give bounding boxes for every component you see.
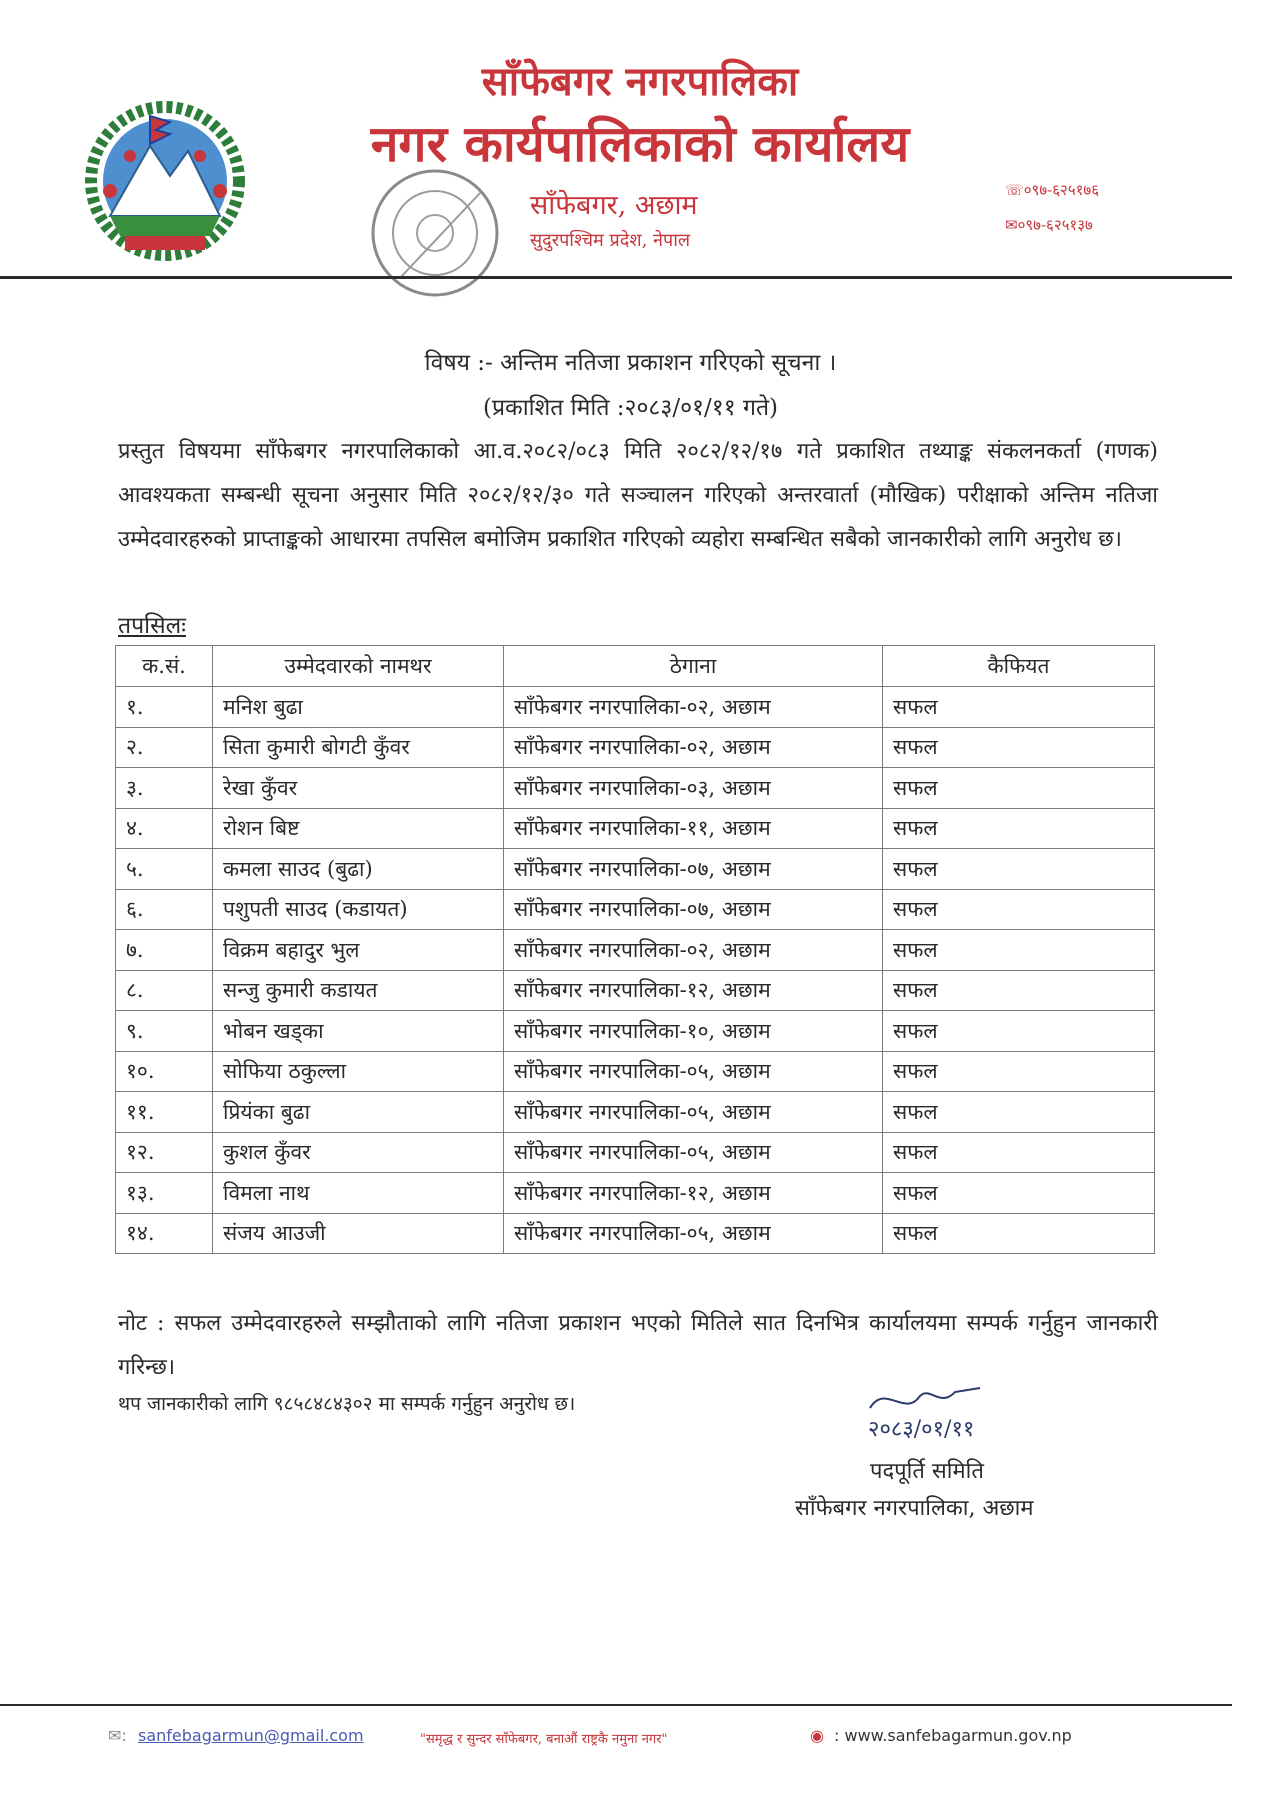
cell-address: साँफेबगर नगरपालिका-०२, अछाम bbox=[504, 930, 883, 971]
web-icon: ◉ bbox=[810, 1726, 824, 1745]
cell-remarks: सफल bbox=[883, 1132, 1155, 1173]
cell-address: साँफेबगर नगरपालिका-११, अछाम bbox=[504, 808, 883, 849]
cell-address: साँफेबगर नगरपालिका-०५, अछाम bbox=[504, 1092, 883, 1133]
cell-sn: ३. bbox=[116, 768, 213, 809]
results-table bbox=[115, 645, 1155, 1254]
cell-name: पशुपती साउद (कडायत) bbox=[213, 889, 504, 930]
cell-name: रोशन बिष्ट bbox=[213, 808, 504, 849]
office-province: सुदुरपश्चिम प्रदेश, नेपाल bbox=[530, 230, 691, 251]
cell-sn: २. bbox=[116, 727, 213, 768]
cell-address: साँफेबगर नगरपालिका-०२, अछाम bbox=[504, 727, 883, 768]
office-location: साँफेबगर, अछाम bbox=[530, 190, 698, 221]
publish-date: (प्रकाशित मिति :२०८३/०१/११ गते) bbox=[482, 395, 779, 421]
cell-sn: १०. bbox=[116, 1051, 213, 1092]
header-address: ठेगाना bbox=[504, 646, 883, 687]
cell-name: सन्जु कुमारी कडायत bbox=[213, 970, 504, 1011]
footer-slogan: "समृद्ध र सुन्दर साँफेबगर, बनाऔं राष्ट्रकै नमुना नगर" bbox=[420, 1732, 668, 1747]
cell-remarks: सफल bbox=[883, 808, 1155, 849]
cell-remarks: सफल bbox=[883, 687, 1155, 728]
cell-name: सिता कुमारी बोगटी कुँवर bbox=[213, 727, 504, 768]
cell-remarks: सफल bbox=[883, 1092, 1155, 1133]
cell-remarks: सफल bbox=[883, 1173, 1155, 1214]
phone-number-1: ☏०९७-६२५१७६ bbox=[1005, 181, 1100, 199]
signature-date: २०८३/०१/११ bbox=[868, 1417, 975, 1442]
cell-name: रेखा कुँवर bbox=[213, 768, 504, 809]
org-name-line1: साँफेबगर नगरपालिका bbox=[481, 58, 799, 105]
cell-remarks: सफल bbox=[883, 768, 1155, 809]
cell-address: साँफेबगर नगरपालिका-०५, अछाम bbox=[504, 1051, 883, 1092]
table-row bbox=[116, 727, 1155, 768]
header-sn: क.सं. bbox=[116, 646, 213, 687]
table-row bbox=[116, 768, 1155, 809]
notice-subject: विषय :- अन्तिम नतिजा प्रकाशन गरिएको सूचना । bbox=[424, 350, 837, 376]
cell-sn: १. bbox=[116, 687, 213, 728]
header-remarks: कैफियत bbox=[883, 646, 1155, 687]
mail-icon: ✉: bbox=[108, 1726, 127, 1745]
cell-name: कमला साउद (बुढा) bbox=[213, 849, 504, 890]
table-row bbox=[116, 687, 1155, 728]
note-text: नोट : सफल उम्मेदवारहरुले सम्झौताको लागि नतिजा प्रकाशन भएको मितिले सात दिनभित्र कार्यालयमा सम्पर्क गर्नुहुन जानकारी गरिन्छ। bbox=[118, 1311, 1158, 1380]
cell-address: साँफेबगर नगरपालिका-१२, अछाम bbox=[504, 1173, 883, 1214]
cell-name: विमला नाथ bbox=[213, 1173, 504, 1214]
cell-sn: ४. bbox=[116, 808, 213, 849]
cell-address: साँफेबगर नगरपालिका-०५, अछाम bbox=[504, 1213, 883, 1254]
signature-icon bbox=[860, 1378, 990, 1448]
cell-sn: ९. bbox=[116, 1011, 213, 1052]
table-row bbox=[116, 849, 1155, 890]
cell-remarks: सफल bbox=[883, 1051, 1155, 1092]
table-row bbox=[116, 1132, 1155, 1173]
signatory-committee: पदपूर्ति समिति bbox=[870, 1459, 984, 1484]
table-row bbox=[116, 808, 1155, 849]
detail-label: तपसिलः bbox=[118, 613, 186, 639]
cell-remarks: सफल bbox=[883, 849, 1155, 890]
signatory-org: साँफेबगर नगरपालिका, अछाम bbox=[795, 1496, 1034, 1521]
cell-sn: ८. bbox=[116, 970, 213, 1011]
cell-remarks: सफल bbox=[883, 727, 1155, 768]
cell-sn: १४. bbox=[116, 1213, 213, 1254]
cell-remarks: सफल bbox=[883, 1011, 1155, 1052]
table-row bbox=[116, 1011, 1155, 1052]
footer-website-link[interactable]: : www.sanfebagarmun.gov.np bbox=[834, 1726, 1072, 1745]
cell-address: साँफेबगर नगरपालिका-१०, अछाम bbox=[504, 1011, 883, 1052]
cell-sn: १३. bbox=[116, 1173, 213, 1214]
cell-remarks: सफल bbox=[883, 930, 1155, 971]
cell-name: प्रियंका बुढा bbox=[213, 1092, 504, 1133]
cell-name: संजय आउजी bbox=[213, 1213, 504, 1254]
table-row bbox=[116, 1173, 1155, 1214]
table-row bbox=[116, 889, 1155, 930]
cell-address: साँफेबगर नगरपालिका-०२, अछाम bbox=[504, 687, 883, 728]
more-info-text: थप जानकारीको लागि ९८५८४८४३०२ मा सम्पर्क गर्नुहुन अनुरोध छ। bbox=[118, 1393, 576, 1415]
cell-name: सोफिया ठकुल्ला bbox=[213, 1051, 504, 1092]
cell-sn: ११. bbox=[116, 1092, 213, 1133]
nepal-emblem-icon bbox=[70, 96, 260, 266]
cell-name: भोबन खड्का bbox=[213, 1011, 504, 1052]
cell-address: साँफेबगर नगरपालिका-०७, अछाम bbox=[504, 889, 883, 930]
header-divider bbox=[0, 276, 1232, 279]
table-header-row bbox=[116, 646, 1155, 687]
table-row bbox=[116, 1213, 1155, 1254]
cell-name: मनिश बुढा bbox=[213, 687, 504, 728]
cell-sn: १२. bbox=[116, 1132, 213, 1173]
footer-divider bbox=[0, 1704, 1232, 1706]
cell-name: कुशल कुँवर bbox=[213, 1132, 504, 1173]
header-name: उम्मेदवारको नामथर bbox=[213, 646, 504, 687]
table-row bbox=[116, 970, 1155, 1011]
cell-remarks: सफल bbox=[883, 889, 1155, 930]
table-row bbox=[116, 930, 1155, 971]
cell-address: साँफेबगर नगरपालिका-०५, अछाम bbox=[504, 1132, 883, 1173]
table-row bbox=[116, 1092, 1155, 1133]
footer-email-link[interactable]: sanfebagarmun@gmail.com bbox=[138, 1726, 364, 1745]
org-name-line2: नगर कार्यपालिकाको कार्यालय bbox=[370, 114, 910, 173]
office-stamp-icon bbox=[340, 158, 530, 318]
cell-address: साँफेबगर नगरपालिका-१२, अछाम bbox=[504, 970, 883, 1011]
cell-remarks: सफल bbox=[883, 1213, 1155, 1254]
table-row bbox=[116, 1051, 1155, 1092]
cell-remarks: सफल bbox=[883, 970, 1155, 1011]
cell-sn: ५. bbox=[116, 849, 213, 890]
phone-number-2: ✉०९७-६२५१३७ bbox=[1005, 216, 1093, 234]
cell-name: विक्रम बहादुर भुल bbox=[213, 930, 504, 971]
cell-sn: ७. bbox=[116, 930, 213, 971]
notice-body: प्रस्तुत विषयमा साँफेबगर नगरपालिकाको आ.व.२०८२/०८३ मिति २०८२/१२/१७ गते प्रकाशित तथ्याङ्क संकलनकर्ता (गणक) आवश्यकता सम्बन्धी सूचना अनुसार मिति २०८२/१२/३० गते सञ्चालन गरिएको अन्तरवार्ता (मौखिक) परीक्षाको अन्तिम नतिजा उम्मेदवारहरुको प्राप्ताङ्कको आधारमा तपसिल बमोजिम प्रकाशित गरिएको व्यहोरा सम्बन्धित सबैको जानकारीको लागि अनुरोध छ। bbox=[118, 439, 1158, 552]
cell-address: साँफेबगर नगरपालिका-०७, अछाम bbox=[504, 849, 883, 890]
cell-sn: ६. bbox=[116, 889, 213, 930]
cell-address: साँफेबगर नगरपालिका-०३, अछाम bbox=[504, 768, 883, 809]
